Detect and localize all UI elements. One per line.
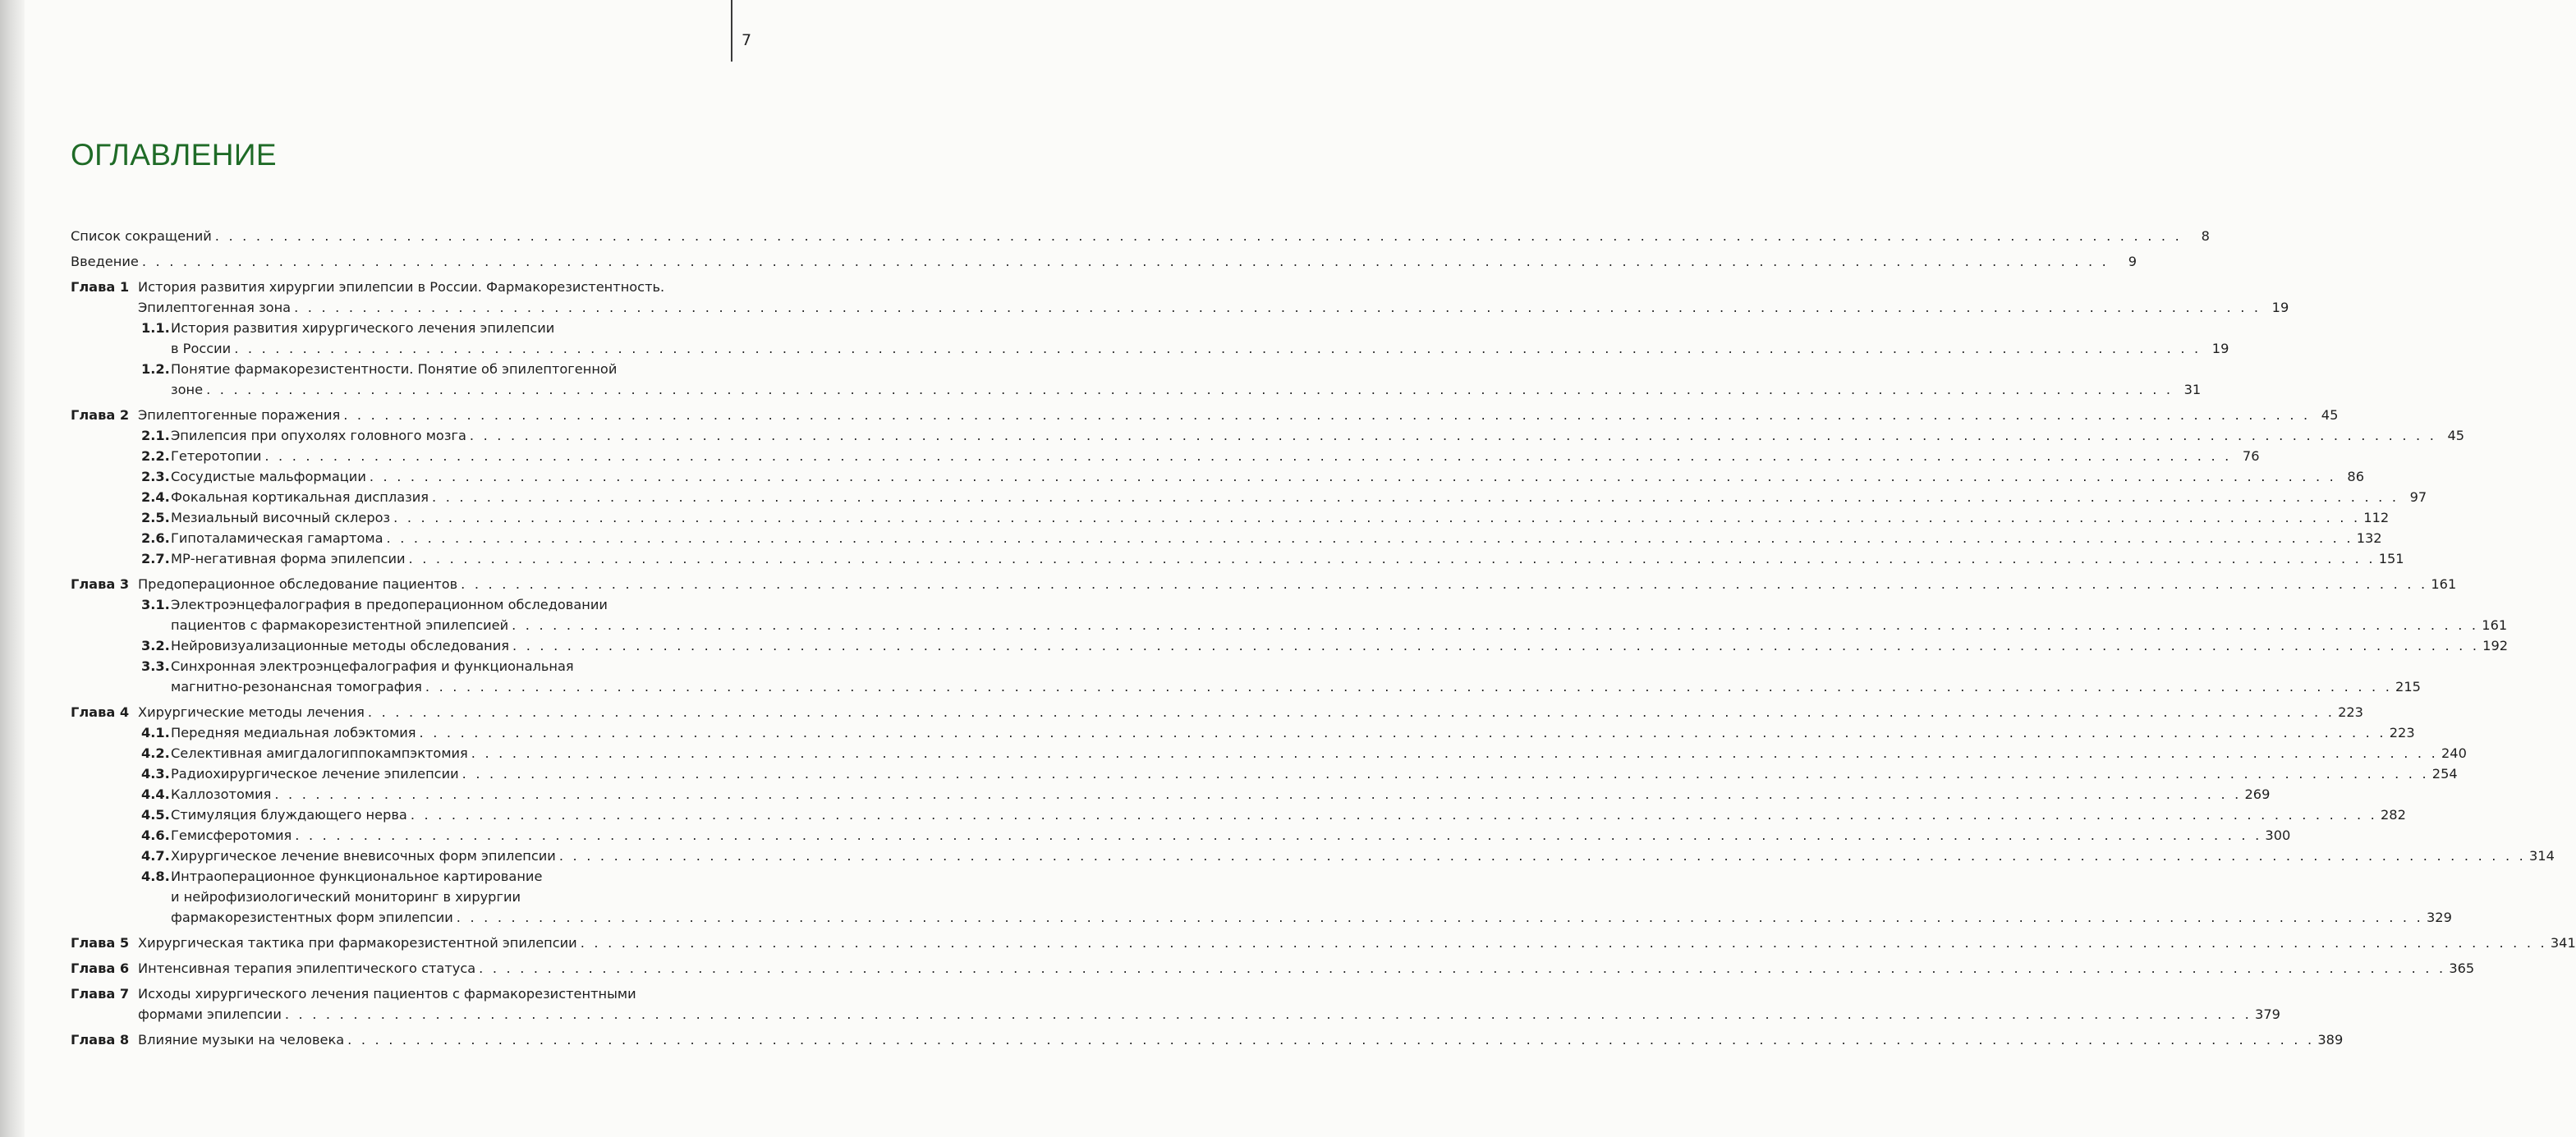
entry-page: 329 [2426,910,2452,925]
dot-leader [264,446,2231,466]
section-title-line: Понятие фармакорезистентности. Понятие об эпилептогенной [171,361,618,377]
toc-chapter-3[interactable] [71,574,2457,594]
section-number: 2.5. [141,510,170,525]
dot-leader [206,379,2173,400]
entry-page: 192 [2482,638,2509,653]
entry-page: 132 [2356,530,2382,546]
section-number: 2.7. [141,551,170,566]
chapter-label: Глава 7 [71,986,130,1002]
section-title: Мезиальный височный склероз [171,510,391,525]
section-title-line: фармакорезистентных форм эпилепсии [171,910,453,925]
toc-chapter-7[interactable] [71,983,2280,1025]
section-title: МР-негативная форма эпилепсии [171,551,406,566]
entry-page: 151 [2378,551,2404,566]
toc-section-4-2[interactable] [141,743,2467,763]
entry-text: Введение [71,254,139,269]
table-of-contents [71,226,2576,1050]
section-title-line: пациентов с фармакорезистентной эпилепсией [171,617,509,633]
dot-leader [512,635,2479,656]
section-title-line: магнитно-резонансная томография [171,679,422,695]
dot-leader [470,425,2436,446]
dot-leader [581,933,2547,953]
entry-page: 365 [2449,960,2475,976]
toc-section-4-5[interactable] [141,805,2406,825]
section-number: 3.1. [141,597,170,612]
toc-chapter-4[interactable] [71,702,2363,722]
entry-page: 97 [2409,489,2427,505]
dot-leader [411,805,2377,825]
toc-section-4-8[interactable] [141,866,2452,928]
section-number: 4.5. [141,807,170,823]
section-title: Стимуляция блуждающего нерва [171,807,407,823]
entry-page: 161 [2431,576,2457,592]
toc-entry-introduction[interactable] [71,251,2137,272]
entry-page: 389 [2317,1032,2344,1048]
chapter-title: Хирургическая тактика при фармакорезистентной эпилепсии [138,935,577,951]
toc-chapter-6[interactable] [71,958,2475,979]
entry-page: 269 [2244,786,2271,802]
dot-leader [512,615,2478,635]
section-number: 2.1. [141,428,170,443]
header-rule [731,0,732,62]
chapter-label: Глава 1 [71,279,130,295]
section-number: 1.2. [141,361,170,377]
section-title: Гипоталамическая гамартома [171,530,383,546]
toc-section-2-7[interactable] [141,548,2404,569]
dot-leader [347,1029,2314,1050]
chapter-title: Эпилептогенные поражения [138,407,341,423]
entry-page: 161 [2482,617,2508,633]
toc-section-4-6[interactable] [141,825,2291,846]
dot-leader [425,676,2392,697]
section-title: Эпилепсия при опухолях головного мозга [171,428,466,443]
entry-page: 223 [2389,725,2415,740]
section-title: Фокальная кортикальная дисплазия [171,489,429,505]
dot-leader [368,702,2335,722]
section-title-line: Синхронная электроэнцефалография и функциональная [171,658,574,674]
dot-leader [409,548,2376,569]
entry-page: 300 [2265,828,2291,843]
chapter-title-line: Эпилептогенная зона [138,300,292,315]
chapter-title: Предоперационное обследование пациентов [138,576,458,592]
dot-leader [142,251,2109,272]
section-title: Сосудистые мальформации [171,469,366,484]
toc-section-1-1[interactable] [141,318,2229,359]
toc-section-3-3[interactable] [141,656,2421,697]
toc-section-4-3[interactable] [141,763,2458,784]
entry-page: 223 [2338,704,2363,720]
entry-page: 112 [2363,510,2390,525]
dot-leader [215,226,2182,246]
section-title-line: Электроэнцефалография в предоперационном обследовании [171,597,608,612]
chapter-label: Глава 4 [71,704,130,720]
toc-section-4-7[interactable] [141,846,2555,866]
chapter-label: Глава 3 [71,576,130,592]
section-title-line: зоне [171,382,204,397]
toc-section-4-4[interactable] [141,784,2271,805]
entry-page: 314 [2528,848,2555,864]
chapter-label: Глава 5 [71,935,130,951]
section-number: 1.1. [141,320,170,336]
entry-page: 215 [2395,679,2421,695]
entry-page: 31 [2183,382,2202,397]
toc-section-2-3[interactable] [141,466,2365,487]
chapter-title: Хирургические методы лечения [138,704,365,720]
dot-leader [295,825,2261,846]
dot-leader [370,466,2336,487]
section-number: 4.1. [141,725,170,740]
dot-leader [393,507,2360,528]
section-title-line: Интраоперационное функциональное картирование [171,869,543,884]
toc-chapter-2[interactable] [71,405,2339,425]
section-number: 2.2. [141,448,170,464]
dot-leader [343,405,2310,425]
section-number: 2.6. [141,530,170,546]
dot-leader [559,846,2526,866]
chapter-label: Глава 6 [71,960,130,976]
entry-page: 86 [2347,469,2365,484]
toc-entry-abbreviations[interactable] [71,226,2210,246]
toc-section-2-5[interactable] [141,507,2390,528]
entry-page: 9 [2128,254,2137,269]
entry-page: 45 [2447,428,2465,443]
chapter-label: Глава 8 [71,1032,130,1048]
entry-page: 8 [2201,228,2210,244]
toc-chapter-8[interactable] [71,1029,2344,1050]
section-number: 2.4. [141,489,170,505]
toc-section-4-1[interactable] [141,722,2415,743]
section-title: Хирургическое лечение вневисочных форм эпилепсии [171,848,556,864]
section-number: 4.7. [141,848,170,864]
section-number: 4.4. [141,786,170,802]
toc-chapter-5[interactable] [71,933,2576,953]
entry-page: 45 [2321,407,2339,423]
toc-section-3-2[interactable] [141,635,2509,656]
toc-section-2-4[interactable] [141,487,2427,507]
chapter-label: Глава 2 [71,407,130,423]
chapter-title-line: История развития хирургии эпилепсии в России. Фармакорезистентность. [138,279,665,295]
section-number: 2.3. [141,469,170,484]
entry-page: 282 [2381,807,2406,823]
entry-page: 341 [2550,935,2576,951]
chapter-title: Влияние музыки на человека [138,1032,345,1048]
entry-page: 19 [2211,341,2229,356]
toc-section-2-1[interactable] [141,425,2465,446]
section-title-line: и нейрофизиологический мониторинг в хирургии [171,889,521,905]
chapter-title-line: формами эпилепсии [138,1006,282,1022]
section-title: Радиохирургическое лечение эпилепсии [171,766,459,782]
entry-page: 19 [2271,300,2289,315]
section-number: 3.3. [141,658,170,674]
entry-page: 76 [2242,448,2260,464]
page-title: ОГЛАВЛЕНИЕ [71,138,277,172]
dot-leader [274,784,2241,805]
dot-leader [420,722,2386,743]
toc-section-3-1[interactable] [141,594,2508,635]
entry-page: 254 [2431,766,2458,782]
page-gutter-shadow [0,0,25,1137]
section-title-line: в России [171,341,232,356]
dot-leader [462,763,2429,784]
section-number: 4.3. [141,766,170,782]
section-number: 4.6. [141,828,170,843]
section-title-line: История развития хирургического лечения эпилепсии [171,320,555,336]
dot-leader [457,907,2423,928]
toc-section-2-2[interactable] [141,446,2260,466]
page-number: 7 [742,31,752,49]
dot-leader [285,1004,2252,1025]
dot-leader [479,958,2445,979]
section-number: 3.2. [141,638,170,653]
toc-section-2-6[interactable] [141,528,2382,548]
section-title: Гетеротопии [171,448,262,464]
dot-leader [387,528,2353,548]
entry-text: Список сокращений [71,228,212,244]
dot-leader [432,487,2399,507]
section-title: Селективная амигдалогиппокампэктомия [171,745,468,761]
toc-section-1-2[interactable] [141,359,2202,400]
dot-leader [294,297,2261,318]
chapter-title: Интенсивная терапия эпилептического статуса [138,960,476,976]
dot-leader [234,338,2201,359]
section-number: 4.8. [141,869,170,884]
dot-leader [471,743,2438,763]
chapter-title-line: Исходы хирургического лечения пациентов с фармакорезистентными [138,986,636,1002]
section-title: Передняя медиальная лобэктомия [171,725,416,740]
dot-leader [461,574,2427,594]
entry-page: 379 [2255,1006,2280,1022]
toc-chapter-1[interactable] [71,277,2289,318]
section-title: Каллозотомия [171,786,272,802]
section-number: 4.2. [141,745,170,761]
section-title: Гемисферотомия [171,828,292,843]
section-title: Нейровизуализационные методы обследования [171,638,509,653]
entry-page: 240 [2441,745,2467,761]
